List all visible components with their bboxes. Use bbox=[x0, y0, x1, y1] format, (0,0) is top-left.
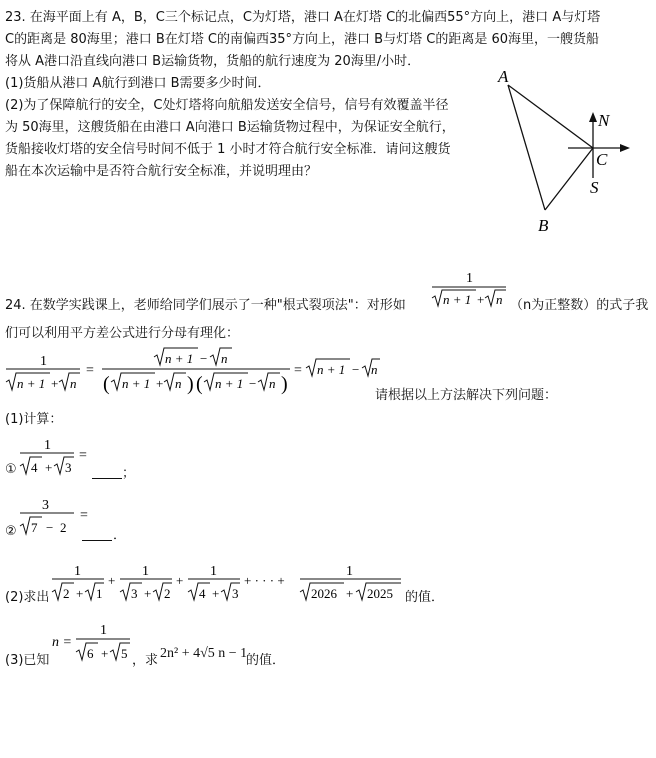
svg-text:+: + bbox=[45, 460, 53, 475]
q24-part1: (1)计算： bbox=[5, 412, 63, 427]
q24-part3-lead: (3)已知 bbox=[5, 653, 50, 668]
intro-fraction bbox=[430, 268, 510, 310]
svg-text:6: 6 bbox=[87, 646, 94, 661]
svg-text:n: n bbox=[496, 292, 503, 307]
svg-text:3: 3 bbox=[131, 586, 138, 601]
side-ab bbox=[508, 85, 545, 210]
svg-text:n + 1: n + 1 bbox=[443, 292, 472, 307]
label-a: A bbox=[498, 67, 509, 86]
svg-text:n: n bbox=[175, 376, 182, 391]
svg-text:2025: 2025 bbox=[367, 586, 393, 601]
svg-text:n: n bbox=[221, 351, 228, 366]
svg-text:n: n bbox=[70, 376, 77, 391]
svg-text:n + 1: n + 1 bbox=[317, 362, 346, 377]
q24-part3-mid: ，求 bbox=[132, 653, 159, 668]
svg-text:+: + bbox=[101, 646, 109, 661]
svg-text:+: + bbox=[156, 376, 164, 391]
q24-part3-tail: 的值． bbox=[246, 653, 286, 668]
svg-text:1: 1 bbox=[74, 564, 81, 579]
svg-text:−: − bbox=[352, 362, 360, 377]
q24-intro-a: 24. 在数学实践课上，老师给同学们展示了一种"根式裂项法"：对形如 bbox=[5, 298, 406, 313]
svg-text:1: 1 bbox=[96, 586, 103, 601]
label-s: S bbox=[590, 178, 599, 197]
svg-text:n =: n = bbox=[52, 635, 72, 650]
svg-text:+: + bbox=[108, 573, 116, 588]
label-n: N bbox=[598, 111, 610, 130]
svg-text:3: 3 bbox=[232, 586, 239, 601]
svg-text:2: 2 bbox=[164, 586, 171, 601]
svg-text:+: + bbox=[51, 376, 59, 391]
item2-marker: ② bbox=[5, 524, 17, 539]
svg-text:(: ( bbox=[196, 373, 203, 395]
q24-part2-lead: (2)求出 bbox=[5, 590, 50, 605]
q24-intro-line2: 们可以利用平方差公式进行分母有理化： bbox=[5, 326, 240, 341]
north-arrow-head bbox=[589, 112, 597, 122]
svg-text:1: 1 bbox=[466, 271, 473, 286]
svg-text:1: 1 bbox=[210, 564, 217, 579]
svg-text:1: 1 bbox=[100, 623, 107, 638]
svg-text:n + 1: n + 1 bbox=[17, 376, 46, 391]
q23-line-6: 为 50海里，这艘货船在由港口 A向港口 B运输货物过程中，为保证安全航行， bbox=[5, 120, 455, 135]
svg-text:4: 4 bbox=[31, 460, 38, 475]
svg-text:n + 1: n + 1 bbox=[165, 351, 194, 366]
svg-text:+: + bbox=[76, 586, 84, 601]
svg-text:3: 3 bbox=[65, 460, 72, 475]
svg-text:5: 5 bbox=[121, 646, 128, 661]
svg-text:1: 1 bbox=[346, 564, 353, 579]
item1-fraction bbox=[18, 434, 92, 478]
east-arrow-head bbox=[620, 144, 630, 152]
item1-tail: ； bbox=[122, 466, 136, 481]
svg-text:4: 4 bbox=[199, 586, 206, 601]
svg-text:1: 1 bbox=[40, 354, 47, 369]
svg-text:2026: 2026 bbox=[311, 586, 337, 601]
q23-line-7: 货船接收灯塔的安全信号时间不低于 1 小时才符合航行安全标准．请问这艘货 bbox=[5, 142, 451, 157]
svg-text:1: 1 bbox=[44, 438, 51, 453]
svg-text:n + 1: n + 1 bbox=[215, 376, 244, 391]
q24-part2-tail: 的值． bbox=[405, 590, 445, 605]
side-bc bbox=[545, 148, 593, 210]
svg-text:−: − bbox=[249, 376, 257, 391]
q23-line-1: 23. 在海平面上有 A，B，C三个标记点，C为灯塔，港口 A在灯塔 C的北偏西55°方向上，港口 A与灯塔 bbox=[5, 10, 601, 25]
svg-text:+: + bbox=[346, 586, 354, 601]
svg-text:): ) bbox=[187, 373, 194, 395]
svg-text:=: = bbox=[294, 363, 302, 378]
item1-marker: ① bbox=[5, 462, 17, 477]
part3-expression: 2n² + 4√5 n − 1 bbox=[160, 646, 248, 661]
part3-n-definition bbox=[52, 620, 132, 666]
svg-text:=: = bbox=[86, 363, 94, 378]
svg-text:(: ( bbox=[103, 373, 110, 395]
svg-text:2: 2 bbox=[63, 586, 70, 601]
q23-line-4: (1)货船从港口 A航行到港口 B需要多少时间． bbox=[5, 76, 271, 91]
triangle-figure bbox=[490, 60, 640, 240]
q23-line-2: C的距离是 80海里；港口 B在灯塔 C的南偏西35°方向上，港口 B与灯塔 C的距离是 60海里，一艘货船 bbox=[5, 32, 599, 47]
svg-text:−: − bbox=[200, 351, 208, 366]
q24-intro-b: （n为正整数）的式子我 bbox=[510, 298, 649, 313]
side-ac bbox=[508, 85, 593, 148]
item1-answer-blank[interactable] bbox=[92, 466, 122, 479]
item2-tail: ． bbox=[113, 528, 127, 543]
rationalization-formula bbox=[4, 346, 380, 398]
q23-line-3: 将从 A港口沿直线向港口 B运输货物，货船的航行速度为 20海里/小时． bbox=[5, 54, 421, 69]
svg-text:+: + bbox=[477, 292, 485, 307]
item2-answer-blank[interactable] bbox=[82, 528, 112, 541]
svg-text:=: = bbox=[79, 448, 87, 463]
svg-text:3: 3 bbox=[42, 498, 49, 513]
svg-text:): ) bbox=[281, 373, 288, 395]
svg-text:=: = bbox=[80, 508, 88, 523]
q23-line-5: (2)为了保障航行的安全，C处灯塔将向航船发送安全信号，信号有效覆盖半径 bbox=[5, 98, 449, 113]
svg-text:n: n bbox=[269, 376, 276, 391]
svg-text:−: − bbox=[46, 520, 54, 535]
svg-text:+: + bbox=[176, 573, 184, 588]
svg-text:n: n bbox=[371, 362, 378, 377]
svg-text:n + 1: n + 1 bbox=[122, 376, 151, 391]
part2-series bbox=[50, 560, 405, 606]
svg-text:2: 2 bbox=[60, 520, 67, 535]
label-b: B bbox=[538, 216, 549, 235]
svg-text:1: 1 bbox=[142, 564, 149, 579]
q23-line-8: 船在本次运输中是否符合航行安全标准，并说明理由？ bbox=[5, 164, 318, 179]
svg-text:+ · · · +: + · · · + bbox=[244, 573, 285, 588]
svg-text:+: + bbox=[144, 586, 152, 601]
q24-instruction: 请根据以上方法解决下列问题： bbox=[375, 388, 558, 403]
svg-text:7: 7 bbox=[31, 520, 38, 535]
label-c: C bbox=[596, 150, 608, 169]
svg-text:+: + bbox=[212, 586, 220, 601]
